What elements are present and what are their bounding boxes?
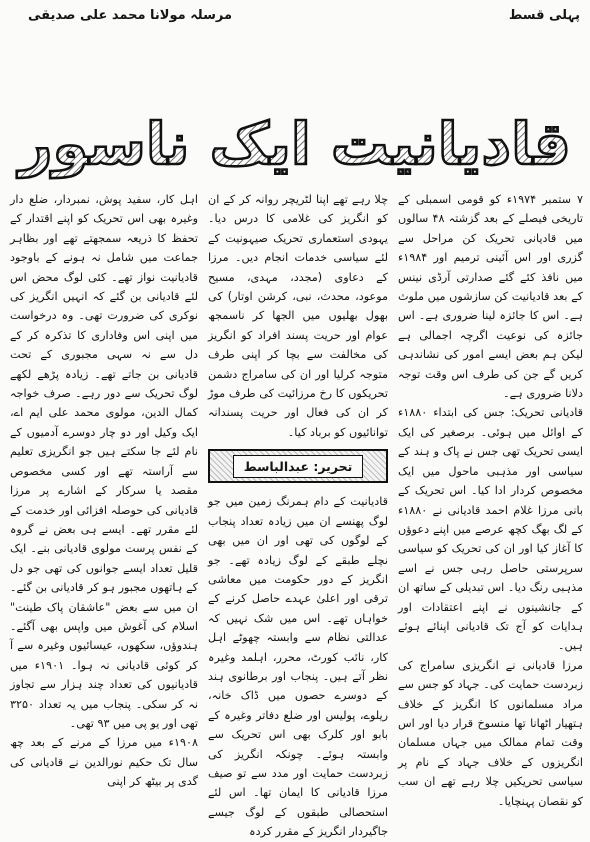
article-paragraph: ۷ ستمبر ۱۹۷۴ء کو قومی اسمبلی کے تاریخی فیصلے کے بعد گزشتہ ۴۸ سالوں میں قادیانی تحریک کن مراحل سے گزری اور اس آئینی ترمیم اور ۱۹۸۴ء میں نافذ کئے گئے صدارتی آرڈی نینس کے بعد قادیانیت کن سازشوں میں ملوث ہے۔ اس کا جائزہ لینا ضروری ہے۔ اس جائزہ کی نوعیت اگرچہ اجمالی ہے لیکن ہم بعض ایسے امور کی نشاندہی کریں گے جن کی طرف اس وقت توجہ دلانا ضروری ہے۔ bbox=[398, 193, 583, 401]
article-paragraph: مرزا قادیانی نے انگریزی سامراج کی زبردست حمایت کی۔ جہاد کو جس سے مراد مسلمانوں کا انگریز کے خلاف ہتھیار اٹھانا تھا منسوخ قرار دیا اور اس وقت تمام ممالک میں جہاں مسلمان انگریزوں کے خلاف جہاد کے نام پر سیاسی تحریکیں چلا رہے تھے ان سب کو نقصان پہنچایا۔ bbox=[398, 658, 583, 808]
compiler-credit: مرسلہ مولانا محمد علی صدیقی bbox=[28, 8, 233, 23]
installment-label: پہلی قسط bbox=[508, 8, 580, 23]
article-column-left bbox=[10, 190, 198, 789]
article-paragraph: قادیانی تحریک: جس کی ابتداء ۱۸۸۰ء کے اوائل میں ہوئی۔ برصغیر کی ایک ایسی تحریک تھی جس نے پاک و ہند کے سیاسی اور مذہبی ماحول میں ایک مخصوص کردار ادا کیا۔ اس تحریک کے بانی مرزا غلام احمد قادیانی نے ۱۸۸۰ء کے لگ بھگ کچھ عرصے میں اپنے دعوؤں کا آغاز کیا اور ان کی تحریک کو سیاسی سرپرستی حاصل رہی جس نے اسے مذہبی رنگ دیا۔ اس تبدیلی کے ساتھ ان کے جانشینوں نے اپنے اعتقادات اور ہدایات کو آج تک قادیانی اپنائے ہوئے ہیں۔ bbox=[398, 406, 583, 653]
byline: تحریر: عبدالباسط bbox=[233, 455, 364, 478]
headline-graphic bbox=[0, 98, 590, 180]
article-paragraph: اہل کار، سفید پوش، نمبردار، ضلع دار وغیرہ بھی اس تحریک کو اپنے اقتدار کے تحفظ کا ذریعہ سمجھتے تھے اور بظاہر جماعت میں شامل نہ ہونے کے باوجود قادیانیت نواز تھے۔ کئی لوگ محض اس لئے قادیانی بن گئے کہ انہیں انگریز کی نوکری کی ضرورت تھی۔ وہ درخواست میں اپنی اس وفاداری کا تذکرہ کر کے دل سے نہ سہی مجبوری کے تحت قادیانی بن جاتے تھے۔ زیادہ پڑھے لکھے لوگ تحریک سے دور رہے۔ صرف خواجہ کمال الدین، مولوی محمد علی ایم اے، ایک وکیل اور دو چار دوسرے آدمیوں کے نام لئے جا سکتے ہیں جو انگریزی تعلیم سے آراستہ تھے اور کسی مخصوص مقصد یا سرکار کے اشارے پر مرزا قادیانی کی حوصلہ افزائی اور خدمت کے لئے مقرر تھے۔ ایسے ہی بعض نے گروہ کے نفس پرست مولوی قادیانی بنے۔ ایک قلیل تعداد ایسے جوانوں کی تھی جو دل کے ہاتھوں مجبور ہو کر قادیانی بن گئے۔ ان میں سے بعض "عاشقان پاک طینت" اسلام کی آغوش میں واپس بھی آگئے۔ ہندوؤں، سکھوں، عیسائیوں وغیرہ سے آ کر کوئی قادیانی نہ ہوا۔ ۱۹۰۱ء میں قادیانیوں کی تعداد چند ہزار سے تجاوز نہ کر سکی۔ پنجاب میں یہ تعداد ۳۲۵۰ تھی اور یو پی میں ۹۳ تھی۔ bbox=[10, 193, 198, 730]
article-paragraph: ۱۹۰۸ء میں مرزا کے مرنے کے بعد چھ سال تک حکیم نورالدین نے قادیانی کی گدی پر بیٹھ کر اپنی bbox=[10, 736, 198, 789]
article-column-right bbox=[398, 190, 583, 808]
headline-banner bbox=[0, 98, 590, 180]
article-paragraph: قادیانیت کے دام ہمرنگ زمین میں جو لوگ پھنسے ان میں زیادہ تعداد پنجاب کے لوگوں کی تھی اور ان میں بھی نچلے طبقے کے لوگ زیادہ تھے۔ جو انگریز کے دور حکومت میں معاشی ترقی اور اعلیٰ عہدے حاصل کرنے کے خواہاں تھے۔ اس میں شک نہیں کہ عدالتی نظام سے وابستہ چھوٹے اہل کار، نائب کورٹ، محرر، اہلمد وغیرہ نظر آتے ہیں۔ پنجاب اور برطانوی ہند کے دوسرے حصوں میں ڈاک خانہ، ریلوے، پولیس اور ضلع دفاتر وغیرہ کے بابو اور کلرک بھی اس تحریک سے وابستہ ہوئے۔ چونکہ انگریز کی زبردست حمایت اور مدد سے تو صیف مرزا قادیانی کا ایمان تھا۔ اس لئے استحصالی طبقوں کے لوگ جیسے جاگیردار انگریز کے مقرر کردہ bbox=[208, 495, 388, 839]
article-paragraph: چلا رہے تھے اپنا لٹریچر روانہ کر کے ان کو انگریز کی غلامی کا درس دیا۔ یہودی استعماری تحریک صیہونیت کے لئے سیاسی خدمات انجام دیں۔ مرزا کے دعاوی (مجدد، مہدی، مسیح موعود، محدث، نبی، کرشن اوتار) کی بھول بھلیوں میں الجھا کر ناسمجھ عوام اور حریت پسند افراد کو انگریز کی مخالفت سے بچا کر اپنی طرف متوجہ کرلیا اور ان کی سامراج دشمن تحریکوں کا رخ مرزائیت کی طرف موڑ کر ان کی فعال اور حریت پسندانہ توانائیوں کو برباد کیا۔ bbox=[208, 193, 388, 439]
headline-title: قادیانیت ایک ناسور bbox=[19, 110, 571, 178]
byline-box bbox=[208, 449, 388, 483]
article-column-middle bbox=[208, 190, 388, 839]
